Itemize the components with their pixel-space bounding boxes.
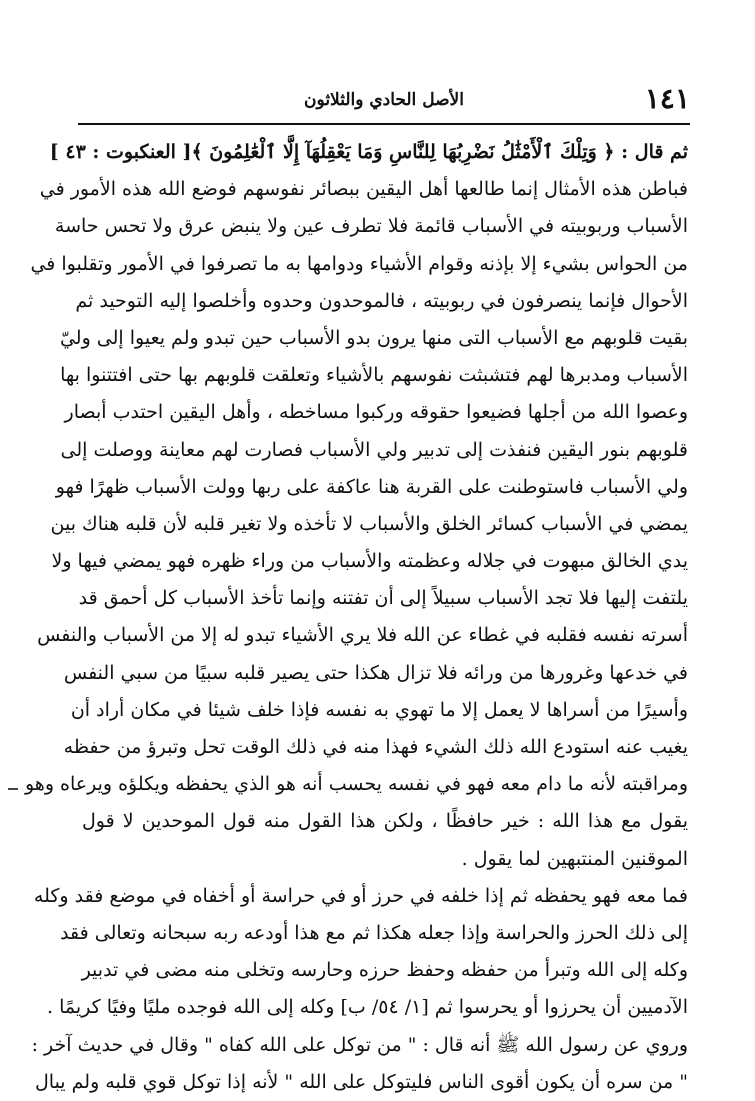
text-line: يغيب عنه استودع الله ذلك الشيء فهذا منه في ذلك الوقت تحل وتبرؤ من حفظه bbox=[63, 736, 688, 758]
text-line: ومراقبته لأنه ما دام معه فهو في نفسه يحسب أنه هو الذي يحفظه ويكلؤه ويرعاه وهو bbox=[24, 773, 688, 796]
text-line: يمضي في الأسباب كسائر الخلق والأسباب لا تأخذه ولا تغير قلبه لأن قلبه هناك بين bbox=[50, 512, 688, 535]
text-line: الأسباب وربوبيته في الأسباب قائمة فلا تطرف عين ولا ينبض عرق ولا تحس حاسة bbox=[54, 215, 688, 238]
text-line: يلتفت إليها فلا تجد الأسباب سبيلاً إلى أن تفتنه وإنما تأخذ الأسباب كل أحمق قد bbox=[78, 587, 688, 610]
text-line: وعصوا الله من أجلها فضيعوا حقوقه وركبوا مساخطه ، وأهل اليقين احتدب أبصار bbox=[64, 401, 688, 424]
body-text bbox=[24, 134, 688, 1101]
text-line: إلى ذلك الحرز والحراسة وإذا جعله هكذا ثم مع هذا أودعه ربه سبحانه وتعالى فقد bbox=[60, 921, 688, 944]
text-line-quran-citation: ثم قال : ﴿ وَتِلْكَ ٱلْأَمْثَٰلُ نَضْرِبُهَا لِلنَّاسِ وَمَا يَعْقِلُهَآ إِلَّا ٱلْعَٰلِمُونَ ﴾[ العنكبوت : ٤٣ ] bbox=[49, 141, 688, 163]
text-line: وكله إلى الله وتبرأ من حفظه وحفظ حرزه وحارسه وتخلى منه مضى في تدبير bbox=[81, 959, 688, 982]
text-line-paragraph-end: الموقنين المنتبهين لما يقول . bbox=[461, 847, 688, 870]
text-line: ولي الأسباب فاستوطنت على القربة هنا عاكفة على ربها وولت الأسباب ظهرًا فهو bbox=[55, 475, 688, 498]
text-line-hadith: وروي عن رسول الله ﷺ أنه قال : " من توكل على الله كفاه " وقال في حديث آخر : bbox=[31, 1033, 688, 1056]
page-header bbox=[78, 78, 690, 122]
text-line-hadith: " من سره أن يكون أقوى الناس فليتوكل على الله " لأنه إذا توكل قوي قلبه ولم يبال bbox=[34, 1070, 688, 1093]
text-line: في خدعها وغرورها من ورائه فلا تزال هكذا حتى يصير قلبه سبيًا من سبي النفس bbox=[63, 661, 688, 684]
text-line: يدي الخالق مبهوت في جلاله وعظمته والأسباب من وراء ظهره فهو يمضي فيها ولا bbox=[51, 550, 688, 573]
text-line: فباطن هذه الأمثال إنما طالعها أهل اليقين ببصائر نفوسهم فوضع الله هذه الأمور في bbox=[39, 178, 688, 201]
header-divider bbox=[78, 123, 690, 125]
text-line: وأسيرًا من أسراها لا يعمل إلا ما تهوي به نفسه فإذا خلف شيئا في مكان أراد أن bbox=[70, 698, 688, 721]
text-line: يقول مع هذا الله : خير حافظًا ، ولكن هذا القول منه قول الموحدين لا قول bbox=[82, 810, 688, 833]
page-number: ١٤١ bbox=[644, 82, 690, 115]
text-line: قلوبهم بنور اليقين فنفذت إلى تدبير ولي الأسباب فصارت لهم معاينة ووصلت إلى bbox=[60, 438, 688, 461]
text-line: أسرته نفسه فقلبه في غطاء عن الله فلا يري الأشياء تبدو له إلا من الأسباب والنفس bbox=[37, 624, 688, 647]
running-title: الأصل الحادي والثلاثون bbox=[304, 90, 464, 110]
text-line-manuscript-ref: الآدميين أن يحرزوا أو يحرسوا ثم [١/ ٥٤/ ب] وكله إلى الله فوجده مليًا وفيًا كريمًا . bbox=[47, 996, 688, 1019]
text-line: فما معه فهو يحفظه ثم إذا خلفه في حرز أو في حراسة أو أخفاه في موضع فقد وكله bbox=[33, 884, 688, 907]
text-line: الأحوال فإنما ينصرفون في ربوبيته ، فالموحدون وحدوه وأخلصوا إليه التوحيد ثم bbox=[75, 289, 688, 312]
text-line: الأسباب ومدبرها لهم فتشبثت نفوسهم بالأشياء وتعلقت قلوبهم بها حتى افتتنوا بها bbox=[60, 364, 688, 387]
margin-mark bbox=[8, 788, 18, 790]
text-line: بقيت قلوبهم مع الأسباب التى منها يرون بدو الأسباب حين تبدو ولم يعيوا إلى وليّ bbox=[59, 326, 688, 349]
text-line: من الحواس بشيء إلا بإذنه وقوام الأشياء ودوامها به ما تصرفوا في الأمور وتقلبوا في bbox=[30, 252, 688, 275]
